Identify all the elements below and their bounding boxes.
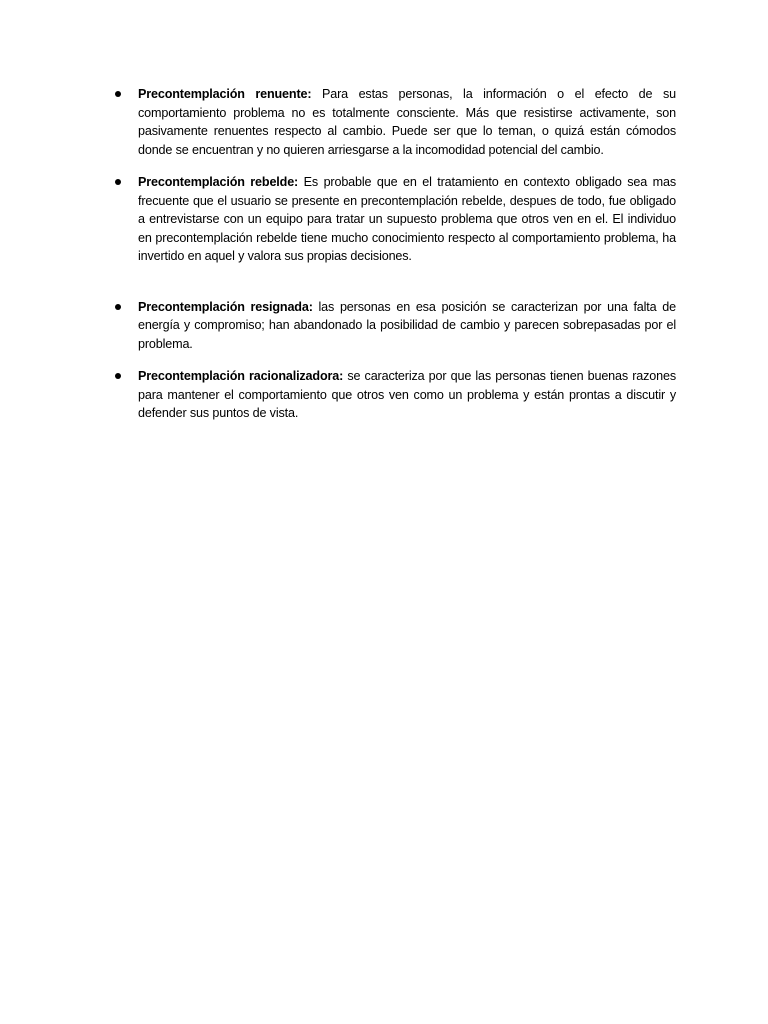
list-item-racionalizadora	[110, 367, 676, 423]
item-text: Es probable que en el tratamiento en contexto obligado sea mas frecuente que el usuario se presente en precontemplación rebelde, despues de todo, fue obligado a entrevistarse con un equipo para tratar un supuesto problema que otros ven en el. El individuo en precontemplación rebelde tiene mucho conocimiento respecto al comportamiento problema, ha invertido en aquel y valora sus propias decisiones.	[138, 175, 677, 263]
item-text: las personas en esa posición se caracterizan por una falta de energía y compromiso; han abandonado la posibilidad de cambio y parecen sobrepasadas por el problema.	[138, 299, 676, 351]
bullet-list	[110, 85, 676, 423]
item-term: Precontemplación racionalizadora:	[138, 369, 344, 383]
list-item-rebelde	[110, 173, 676, 266]
item-text: se caracteriza por que las personas tienen buenas razones para mantener el comportamiento que otros ven como un problema y están prontas a discutir y defender sus puntos de vista.	[138, 369, 676, 420]
bullet-icon	[115, 304, 121, 310]
list-item-renuente	[110, 85, 676, 159]
item-term: Precontemplación resignada:	[138, 299, 313, 314]
bullet-icon	[115, 179, 121, 185]
bullet-icon	[115, 373, 121, 379]
item-text: Para estas personas, la información o el efecto de su comportamiento problema no es totalmente consciente. Más que resistirse activamente, son pasivamente renuentes respecto al cambio. Puede ser que lo teman, o quizá están cómodos donde se encuentran y no quieren arriesgarse a la incomodidad potencial del cambio.	[138, 87, 676, 157]
item-term: Precontemplación renuente:	[138, 87, 312, 101]
bullet-icon	[115, 91, 121, 97]
item-term: Precontemplación rebelde:	[138, 175, 299, 189]
list-item-resignada	[110, 298, 676, 354]
